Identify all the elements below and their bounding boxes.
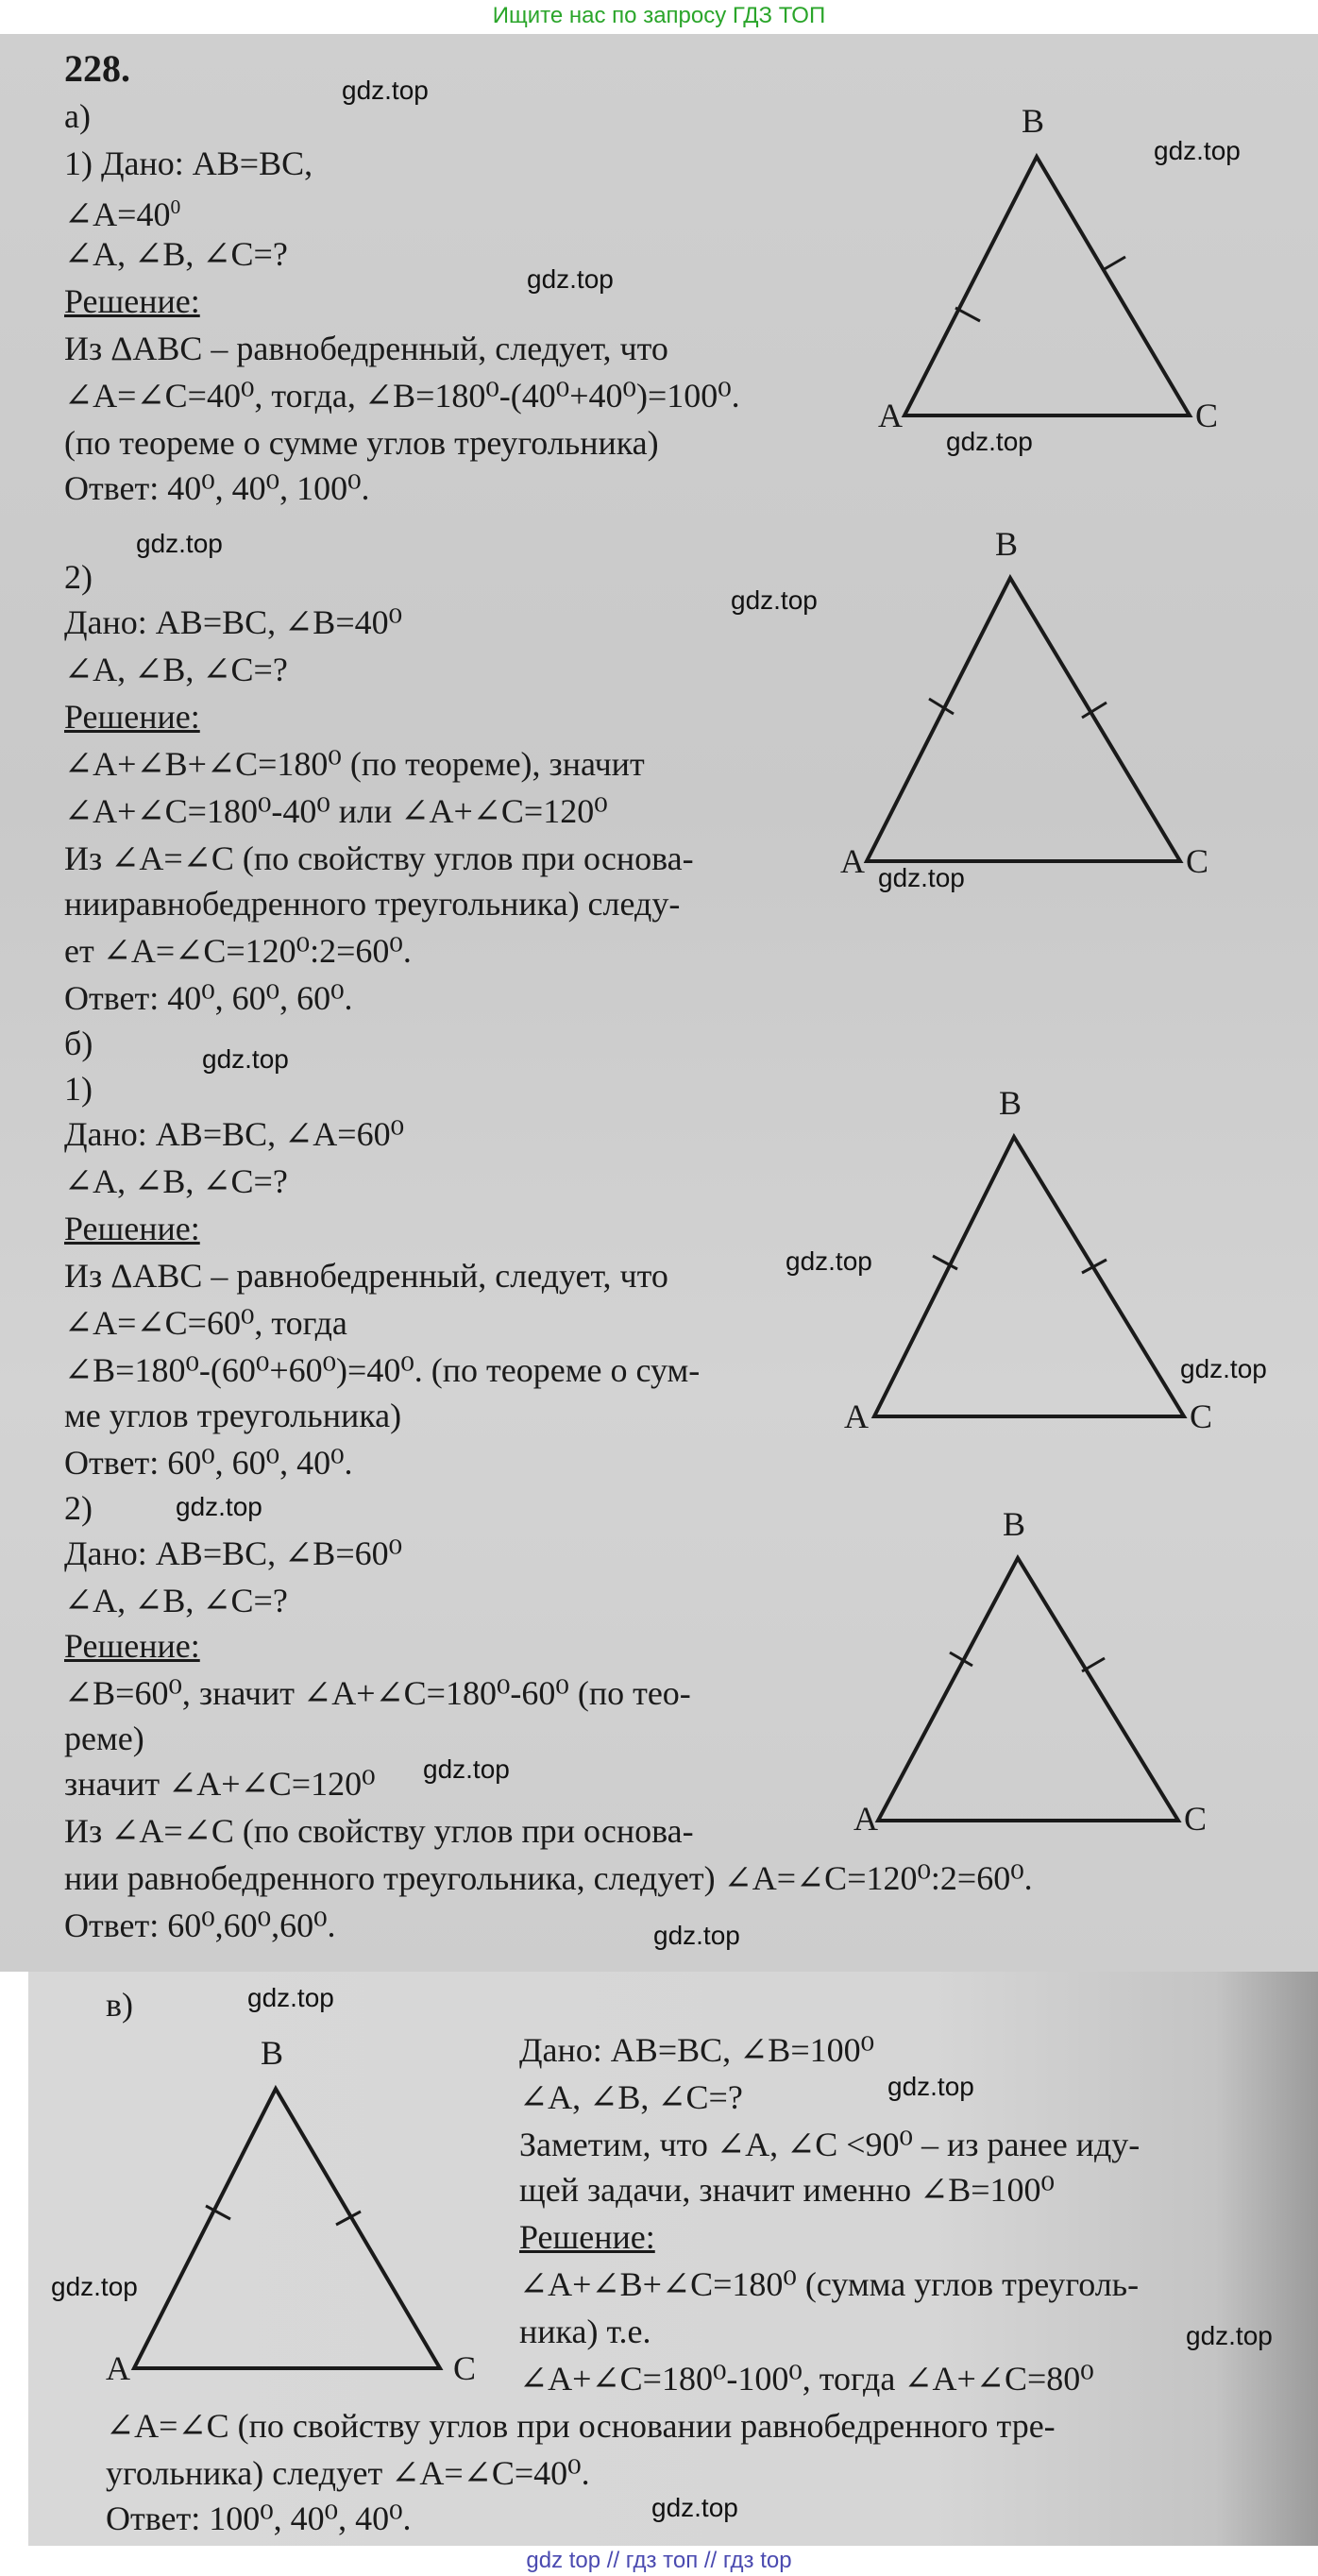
a2-line-1: ∠A+∠B+∠C=180⁰ (по теореме), значит — [64, 745, 645, 783]
watermark: gdz.top — [1186, 2321, 1273, 2350]
watermark: gdz.top — [176, 1492, 262, 1521]
a1-line-3: (по теореме о сумме углов треугольника) — [64, 424, 659, 462]
b1-line-4: ме углов треугольника) — [64, 1397, 402, 1434]
a1-given-2: $\angle A=40^0$ — [64, 195, 181, 233]
a2-line-2: ∠A+∠C=180⁰-40⁰ или ∠A+∠C=120⁰ — [64, 792, 608, 830]
watermark: gdz.top — [136, 529, 223, 558]
b2-line-2: реме) — [64, 1720, 144, 1757]
b2-line-1: ∠B=60⁰, значит ∠A+∠C=180⁰-60⁰ (по тео- — [64, 1674, 691, 1712]
vertex-c: C — [1186, 842, 1209, 880]
vertex-c: C — [1184, 1800, 1208, 1838]
b1-answer: Ответ: 60⁰, 60⁰, 40⁰. — [64, 1444, 353, 1482]
c-line-4: ника) т.е. — [519, 2313, 651, 2350]
b1-line-3: ∠B=180⁰-(60⁰+60⁰)=40⁰. (по теореме о сум- — [64, 1351, 701, 1389]
c-given: Дано: AB=BC, ∠B=100⁰ — [519, 2031, 875, 2069]
triangle-a2 — [840, 519, 1237, 897]
watermark: gdz.top — [786, 1246, 872, 1276]
b2-given: Дано: AB=BC, ∠B=60⁰ — [64, 1534, 403, 1572]
vertex-a: A — [106, 2349, 130, 2387]
part-b-label: б) — [64, 1025, 93, 1062]
watermark: gdz.top — [653, 1921, 740, 1950]
watermark: gdz.top — [423, 1754, 510, 1784]
a1-given-2-text: ∠A=40 — [64, 195, 171, 233]
triangle-b2 — [850, 1501, 1246, 1851]
b1-find: ∠A, ∠B, ∠C=? — [64, 1162, 288, 1200]
b2-answer: Ответ: 60⁰,60⁰,60⁰. — [64, 1907, 336, 1944]
watermark: gdz.top — [878, 863, 965, 892]
a1-line-2: ∠A=∠C=40⁰, тогда, ∠B=180⁰-(40⁰+40⁰)=100⁰. — [64, 377, 740, 415]
watermark: gdz.top — [202, 1044, 289, 1074]
b2-line-5: нии равнобедренного треугольника, следует) ∠A=∠C=120⁰:2=60⁰. — [64, 1859, 1033, 1897]
c-line-7: угольника) следует ∠A=∠C=40⁰. — [106, 2454, 590, 2492]
watermark: gdz.top — [1154, 136, 1241, 165]
bottom-banner[interactable]: gdz top // гдз топ // гдз top — [526, 2548, 792, 2573]
b2-find: ∠A, ∠B, ∠C=? — [64, 1582, 288, 1619]
a1-answer: Ответ: 40⁰, 40⁰, 100⁰. — [64, 469, 370, 507]
a2-solution-label: Решение: — [64, 698, 200, 736]
b1-line-2: ∠A=∠C=60⁰, тогда — [64, 1304, 347, 1342]
vertex-c: C — [1195, 397, 1219, 434]
b2-line-4: Из ∠A=∠C (по свойству углов при основа- — [64, 1812, 694, 1850]
a2-line-4: нииравнобедренного треугольника) следу- — [64, 885, 681, 923]
watermark: gdz.top — [651, 2493, 738, 2522]
triangle-c — [94, 2021, 510, 2398]
c-line-5: ∠A+∠C=180⁰-100⁰, тогда ∠A+∠C=80⁰ — [519, 2360, 1094, 2398]
watermark: gdz.top — [946, 427, 1033, 456]
a2-given: Дано: AB=BC, ∠B=40⁰ — [64, 603, 403, 641]
vertex-c: C — [1190, 1398, 1213, 1435]
c-line-3: ∠A+∠B+∠C=180⁰ (сумма углов треуголь- — [519, 2265, 1140, 2303]
a2-label: 2) — [64, 558, 93, 596]
a2-find: ∠A, ∠B, ∠C=? — [64, 651, 288, 688]
c-line-1: Заметим, что ∠A, ∠C <90⁰ – из ранее иду- — [519, 2126, 1141, 2163]
b1-label: 1) — [64, 1070, 93, 1108]
watermark: gdz.top — [731, 585, 818, 615]
vertex-b: B — [995, 525, 1019, 563]
b1-given: Дано: AB=BC, ∠A=60⁰ — [64, 1115, 405, 1153]
vertex-a: A — [840, 842, 865, 880]
a1-solution-label: Решение: — [64, 282, 200, 320]
watermark: gdz.top — [527, 264, 614, 294]
problem-number: 228. — [64, 47, 130, 90]
watermark: gdz.top — [1180, 1354, 1267, 1383]
vertex-a: A — [844, 1398, 869, 1435]
vertex-c: C — [453, 2349, 477, 2387]
vertex-b: B — [1022, 102, 1045, 140]
b1-solution-label: Решение: — [64, 1210, 200, 1247]
vertex-b: B — [1003, 1505, 1026, 1543]
c-answer: Ответ: 100⁰, 40⁰, 40⁰. — [106, 2500, 412, 2537]
watermark: gdz.top — [342, 76, 429, 105]
part-a-label: а) — [64, 97, 91, 135]
b2-solution-label: Решение: — [64, 1627, 200, 1665]
b1-line-1: Из ΔABC – равнобедренный, следует, что — [64, 1257, 668, 1295]
c-find: ∠A, ∠B, ∠C=? — [519, 2078, 743, 2116]
c-line-2: щей задачи, значит именно ∠B=100⁰ — [519, 2171, 1055, 2209]
vertex-a: A — [853, 1800, 878, 1838]
b2-line-3: значит ∠A+∠C=120⁰ — [64, 1765, 376, 1803]
b2-label: 2) — [64, 1489, 93, 1527]
watermark: gdz.top — [51, 2272, 138, 2301]
a1-find: ∠A, ∠B, ∠C=? — [64, 235, 288, 273]
a1-line-1: Из ΔABC – равнобедренный, следует, что — [64, 330, 668, 367]
watermark: gdz.top — [887, 2072, 974, 2101]
top-banner[interactable]: Ищите нас по запросу ГДЗ ТОП — [492, 3, 826, 28]
vertex-b: B — [999, 1084, 1022, 1122]
c-line-6: ∠A=∠C (по свойству углов при основании равнобедренного тре- — [106, 2407, 1056, 2445]
part-c-label: в) — [106, 1986, 133, 2024]
a2-answer: Ответ: 40⁰, 60⁰, 60⁰. — [64, 979, 353, 1017]
a2-line-5: ет ∠A=∠C=120⁰:2=60⁰. — [64, 932, 412, 970]
vertex-a: A — [878, 397, 903, 434]
watermark: gdz.top — [247, 1983, 334, 2012]
a2-line-3: Из ∠A=∠C (по свойству углов при основа- — [64, 839, 694, 877]
a1-given-1: 1) Дано: AB=BC, — [64, 144, 313, 182]
triangle-b1 — [840, 1067, 1237, 1445]
vertex-b: B — [261, 2034, 284, 2072]
c-solution-label: Решение: — [519, 2218, 655, 2256]
